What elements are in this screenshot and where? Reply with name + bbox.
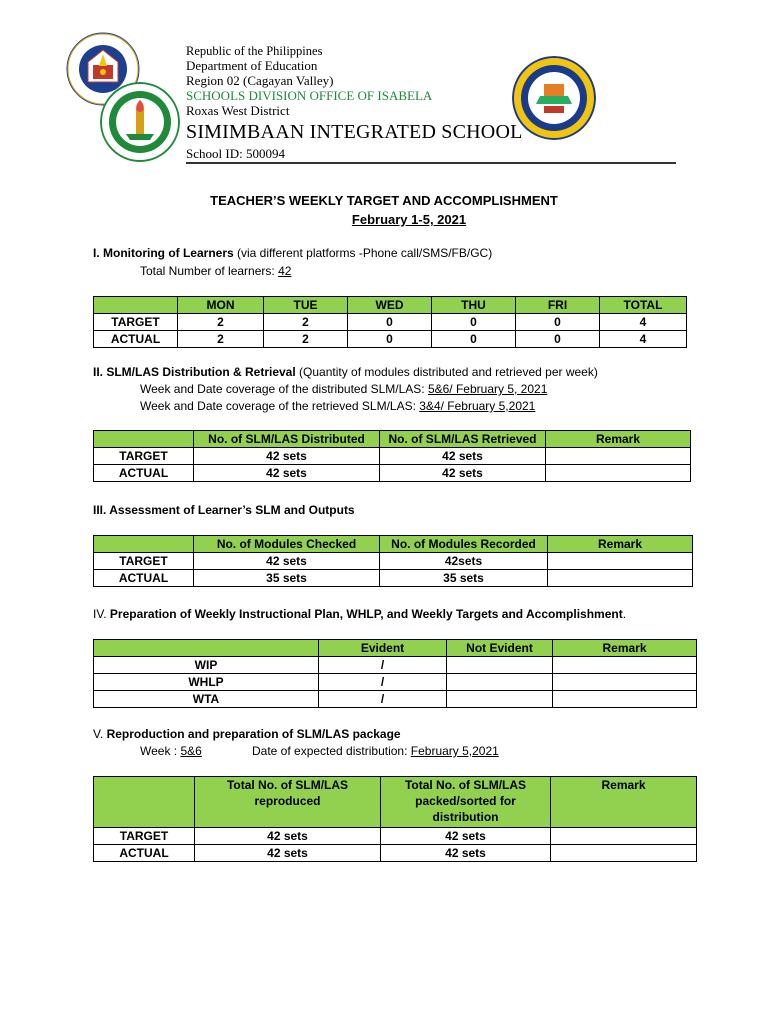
table-header-row (94, 431, 691, 448)
table-cell (447, 691, 553, 708)
section2-retrieved (140, 399, 535, 413)
total-learners-label: Total Number of learners: (140, 264, 279, 278)
table-cell: 42 sets (381, 845, 551, 862)
header-cell (94, 640, 319, 657)
header-cell: FRI (516, 297, 600, 314)
table-cell: 42 sets (194, 553, 380, 570)
table-cell: 0 (516, 314, 600, 331)
document-period: February 1-5, 2021 (351, 212, 467, 227)
table-cell (546, 448, 691, 465)
header-cell: Not Evident (447, 640, 553, 657)
table-cell (551, 845, 697, 862)
header-cell (94, 777, 195, 828)
table-cell: TARGET (94, 448, 194, 465)
table-cell: 0 (432, 331, 516, 348)
table-header-row (94, 297, 687, 314)
section3-label: III. Assessment of Learner’s SLM and Outputs (93, 503, 355, 517)
table-cell: 4 (600, 314, 687, 331)
division-seal-logo (100, 82, 180, 162)
table-cell: 42 sets (380, 465, 546, 482)
header-republic: Republic of the Philippines (186, 44, 323, 58)
header-cell: Total No. of SLM/LAS reproduced (195, 777, 381, 828)
section4-suffix: . (622, 607, 627, 621)
week-value: 5&6 (180, 744, 202, 758)
section4-heading (93, 607, 626, 621)
table-row (94, 570, 693, 587)
header-cell: Total No. of SLM/LAS packed/sorted for distribution (381, 777, 551, 828)
section4-label: Preparation of Weekly Instructional Plan, WHLP, and Weekly Targets and Accomplishment (109, 607, 623, 621)
table-row (94, 828, 697, 845)
header-cell: THU (432, 297, 516, 314)
section2-distributed (140, 382, 547, 396)
section2-note: (Quantity of modules distributed and retrieved per week) (295, 365, 598, 379)
table-cell: 0 (432, 314, 516, 331)
header-cell: WED (348, 297, 432, 314)
distribution-table (93, 430, 691, 482)
header-cell: TOTAL (600, 297, 687, 314)
table-cell: ACTUAL (94, 570, 194, 587)
header-divider (186, 162, 676, 164)
header-cell: No. of SLM/LAS Distributed (194, 431, 380, 448)
table-cell: 42 sets (380, 448, 546, 465)
table-cell: 0 (348, 314, 432, 331)
table-cell (548, 553, 693, 570)
section5-prefix: V. (93, 727, 107, 741)
header-cell: Remark (553, 640, 697, 657)
table-header-row (94, 777, 697, 828)
table-cell (546, 465, 691, 482)
section5-heading (93, 727, 401, 741)
table-cell (548, 570, 693, 587)
expected-date-value: February 5,2021 (410, 744, 499, 758)
distributed-coverage-value: 5&6/ February 5, 2021 (427, 382, 548, 396)
table-header-row (94, 640, 697, 657)
table-cell: / (319, 657, 447, 674)
header-region: Region 02 (Cagayan Valley) (186, 73, 334, 88)
section3-heading (93, 503, 355, 517)
table-cell: 2 (178, 331, 264, 348)
table-cell: ACTUAL (94, 465, 194, 482)
table-cell: WHLP (94, 674, 319, 691)
section2-heading (93, 365, 598, 379)
table-cell: ACTUAL (94, 845, 195, 862)
header-cell: MON (178, 297, 264, 314)
week-label: Week : (140, 744, 181, 758)
table-row (94, 465, 691, 482)
table-cell: 35 sets (194, 570, 380, 587)
table-row (94, 553, 693, 570)
header-cell (94, 536, 194, 553)
table-cell: / (319, 691, 447, 708)
header-cell: TUE (264, 297, 348, 314)
header-division-office: SCHOOLS DIVISION OFFICE OF ISABELA (186, 88, 433, 103)
header-cell: No. of SLM/LAS Retrieved (380, 431, 546, 448)
section5-label: Reproduction and preparation of SLM/LAS package (106, 727, 401, 741)
table-cell (553, 657, 697, 674)
table-cell (553, 674, 697, 691)
reproduction-table (93, 776, 697, 862)
table-row (94, 314, 687, 331)
retrieved-coverage-label: Week and Date coverage of the retrieved SLM/LAS: (140, 399, 420, 413)
table-cell: 4 (600, 331, 687, 348)
table-row (94, 331, 687, 348)
header-cell: Remark (546, 431, 691, 448)
table-cell: ACTUAL (94, 331, 178, 348)
distributed-coverage-label: Week and Date coverage of the distributed SLM/LAS: (140, 382, 428, 396)
section1-heading (93, 246, 492, 260)
table-cell: 42 sets (195, 845, 381, 862)
monitoring-table (93, 296, 687, 348)
table-cell: 0 (348, 331, 432, 348)
table-cell: TARGET (94, 553, 194, 570)
section4-prefix: IV. (93, 607, 110, 621)
section1-note: (via different platforms -Phone call/SMS/FB/GC) (233, 246, 493, 260)
header-cell: No. of Modules Recorded (380, 536, 548, 553)
assessment-table (93, 535, 693, 587)
document-title: TEACHER’S WEEKLY TARGET AND ACCOMPLISHMENT (210, 193, 558, 208)
table-cell (551, 828, 697, 845)
table-cell: 42 sets (195, 828, 381, 845)
header-cell: Remark (551, 777, 697, 828)
table-cell: 42 sets (381, 828, 551, 845)
table-cell: 42 sets (194, 465, 380, 482)
header-cell (94, 431, 194, 448)
section2-label: II. SLM/LAS Distribution & Retrieval (93, 365, 296, 379)
table-cell (447, 674, 553, 691)
table-row (94, 674, 697, 691)
header-cell: Evident (319, 640, 447, 657)
table-row (94, 657, 697, 674)
table-cell: 2 (264, 314, 348, 331)
school-seal-logo (512, 56, 596, 140)
table-cell: TARGET (94, 314, 178, 331)
header-cell (94, 297, 178, 314)
header-department: Department of Education (186, 58, 318, 73)
table-cell: TARGET (94, 828, 195, 845)
table-row (94, 691, 697, 708)
school-name: SIMIMBAAN INTEGRATED SCHOOL (186, 121, 523, 143)
retrieved-coverage-value: 3&4/ February 5,2021 (419, 399, 536, 413)
table-cell: 42 sets (194, 448, 380, 465)
table-cell (553, 691, 697, 708)
table-row (94, 845, 697, 862)
header-cell: Remark (548, 536, 693, 553)
expected-date-label: Date of expected distribution: (252, 744, 411, 758)
instructional-plan-table (93, 639, 697, 708)
section5-week (140, 744, 202, 758)
section1-total (140, 264, 291, 278)
total-learners-value: 42 (278, 264, 292, 278)
header-cell: No. of Modules Checked (194, 536, 380, 553)
table-cell: 35 sets (380, 570, 548, 587)
table-cell: 42sets (380, 553, 548, 570)
table-cell: WTA (94, 691, 319, 708)
table-cell: WIP (94, 657, 319, 674)
table-header-row (94, 536, 693, 553)
school-id: School ID: 500094 (186, 146, 285, 161)
section5-date (252, 744, 499, 758)
table-cell (447, 657, 553, 674)
table-cell: / (319, 674, 447, 691)
table-cell: 0 (516, 331, 600, 348)
header-district: Roxas West District (186, 103, 290, 118)
section1-label: I. Monitoring of Learners (93, 246, 234, 260)
table-cell: 2 (264, 331, 348, 348)
table-row (94, 448, 691, 465)
table-cell: 2 (178, 314, 264, 331)
